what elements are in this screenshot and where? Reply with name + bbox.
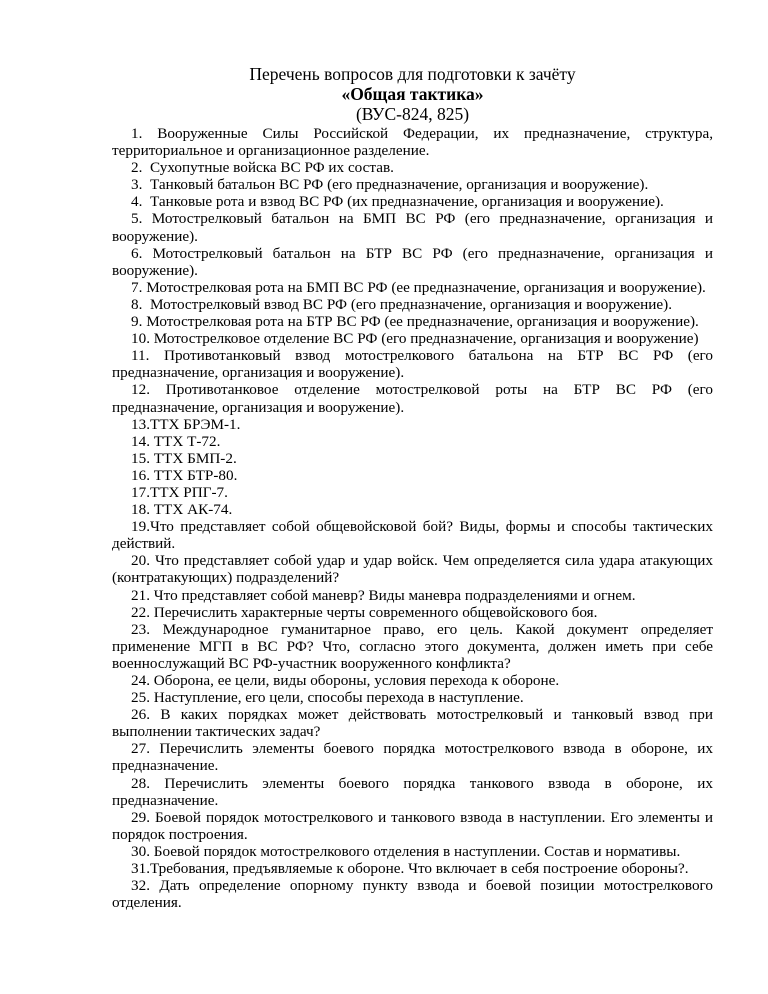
question-number: 23. <box>131 620 163 638</box>
question-number: 25. <box>131 689 154 707</box>
question-text: ТТХ БРЭМ-1. <box>149 415 241 433</box>
question-number: 31. <box>131 860 150 878</box>
question-number: 22. <box>131 603 154 621</box>
question-number: 1. <box>131 125 158 142</box>
question-item <box>112 604 713 621</box>
question-number: 19. <box>131 518 150 536</box>
document-title: Перечень вопросов для подготовки к зачёту <box>249 64 576 84</box>
question-number: 20. <box>131 552 155 570</box>
question-item <box>112 176 713 193</box>
question-text: Мотострелковое отделение ВС РФ (его предназначение, организация и вооружение) <box>153 330 699 348</box>
question-number: 7. <box>131 278 147 296</box>
question-text: Что представляет собой удар и удар войск. Чем определяется сила удара атакующих (контратакующих) подразделений? <box>112 552 713 587</box>
question-text: Противотанковое отделение мотострелковой роты на БТР ВС РФ (его предназначение, организация и вооружение). <box>112 381 713 416</box>
question-number: 3. <box>131 176 150 194</box>
question-number: 29. <box>131 808 155 826</box>
question-text: Наступление, его цели, способы перехода в наступление. <box>153 689 524 707</box>
question-item <box>112 381 713 415</box>
question-number: 28. <box>131 774 165 792</box>
question-number: 18. <box>131 501 154 519</box>
question-item <box>112 860 713 877</box>
question-number: 10. <box>131 330 154 348</box>
question-text: Боевой порядок мотострелкового отделения в наступлении. Состав и нормативы. <box>153 842 681 860</box>
document-subject: «Общая тактика» <box>341 84 484 104</box>
question-text: Перечислить элементы боевого порядка танкового взвода в обороне, их предназначение. <box>112 774 713 809</box>
question-number: 14. <box>131 432 154 450</box>
question-item <box>112 125 713 159</box>
question-item <box>112 433 713 450</box>
question-text: В каких порядках может действовать мотострелковый и танковый взвод при выполнении тактических задач? <box>112 706 713 741</box>
question-item <box>112 843 713 860</box>
question-text: ТТХ АК-74. <box>153 501 233 519</box>
question-number: 13. <box>131 415 150 433</box>
question-item <box>112 450 713 467</box>
question-item <box>112 689 713 706</box>
question-item <box>112 416 713 433</box>
question-text: Требования, предъявляемые к обороне. Что включает в себя построение обороны?. <box>149 860 689 878</box>
question-text: Мотострелковая рота на БМП ВС РФ (ее предназначение, организация и вооружение). <box>146 278 706 296</box>
question-item <box>112 467 713 484</box>
question-text: Вооруженные Силы Российской Федерации, их предназначение, структура, территориальное и организационное разделение. <box>112 125 714 160</box>
question-number: 4. <box>131 193 150 211</box>
question-item <box>112 706 713 740</box>
question-text: ТТХ Т-72. <box>153 432 221 450</box>
question-number: 6. <box>131 244 153 262</box>
question-list <box>112 125 713 911</box>
question-text: Что представляет собой общевойсковой бой? Виды, формы и способы тактических действий. <box>112 518 713 553</box>
question-number: 2. <box>131 159 150 177</box>
question-number: 32. <box>131 877 160 895</box>
question-item <box>112 484 713 501</box>
question-item <box>112 552 713 586</box>
question-text: Мотострелковая рота на БТР ВС РФ (ее предназначение, организация и вооружение). <box>146 313 699 331</box>
question-text: Сухопутные войска ВС РФ их состав. <box>149 159 394 177</box>
question-item <box>112 672 713 689</box>
question-text: Танковые рота и взвод ВС РФ (их предназначение, организация и вооружение). <box>149 193 664 211</box>
question-number: 11. <box>131 347 164 365</box>
question-text: Что представляет собой маневр? Виды маневра подразделениями и огнем. <box>153 586 636 604</box>
question-text: Мотострелковый батальон на БТР ВС РФ (его предназначение, организация и вооружение). <box>112 244 713 279</box>
question-item <box>112 296 713 313</box>
question-text: Танковый батальон ВС РФ (его предназначение, организация и вооружение). <box>149 176 649 194</box>
question-item <box>112 587 713 604</box>
question-item <box>112 245 713 279</box>
question-number: 12. <box>131 381 166 399</box>
question-item <box>112 775 713 809</box>
question-item <box>112 347 713 381</box>
document-code: (ВУС-824, 825) <box>355 104 470 124</box>
question-number: 16. <box>131 466 154 484</box>
question-item <box>112 501 713 518</box>
question-text: ТТХ РПГ-7. <box>149 483 228 501</box>
question-text: Боевой порядок мотострелкового и танкового взвода в наступлении. Его элементы и порядок построения. <box>112 808 713 843</box>
question-number: 24. <box>131 672 154 689</box>
question-item <box>112 621 713 672</box>
question-text: Мотострелковый взвод ВС РФ (его предназначение, организация и вооружение). <box>149 295 673 313</box>
question-text: ТТХ БМП-2. <box>153 449 237 467</box>
question-item <box>112 809 713 843</box>
question-item <box>112 279 713 296</box>
question-number: 17. <box>131 483 150 501</box>
question-item <box>112 210 713 244</box>
question-text: Дать определение опорному пункту взвода и боевой позиции мотострелкового отделения. <box>112 877 714 912</box>
question-text: Противотанковый взвод мотострелкового батальона на БТР ВС РФ (его предназначение, организация и вооружение). <box>112 347 714 382</box>
question-text: Перечислить характерные черты современного общевойскового боя. <box>153 603 598 621</box>
question-item <box>112 877 713 911</box>
question-number: 27. <box>131 740 160 758</box>
question-item <box>112 313 713 330</box>
question-number: 5. <box>131 210 152 228</box>
question-item <box>112 518 713 552</box>
question-text: Оборона, ее цели, виды обороны, условия перехода к обороне. <box>153 672 560 689</box>
question-number: 21. <box>131 586 154 604</box>
question-number: 26. <box>131 706 161 724</box>
question-item <box>112 159 713 176</box>
question-number: 9. <box>131 313 147 331</box>
question-number: 30. <box>131 842 154 860</box>
question-text: ТТХ БТР-80. <box>153 466 238 484</box>
question-item <box>112 740 713 774</box>
question-number: 8. <box>131 295 150 313</box>
question-text: Перечислить элементы боевого порядка мотострелкового взвода в обороне, их предназначение. <box>112 740 713 775</box>
question-item <box>112 193 713 210</box>
question-text: Мотострелковый батальон на БМП ВС РФ (его предназначение, организация и вооружение). <box>112 210 714 245</box>
question-number: 15. <box>131 449 154 467</box>
question-item <box>112 330 713 347</box>
document-page <box>112 64 713 911</box>
question-text: Международное гуманитарное право, его цель. Какой документ определяет применение МГП в ВС РФ? Что, согласно этого документа, должен иметь при себе военнослужащий ВС РФ-участник вооруженного конфликта? <box>112 620 713 672</box>
